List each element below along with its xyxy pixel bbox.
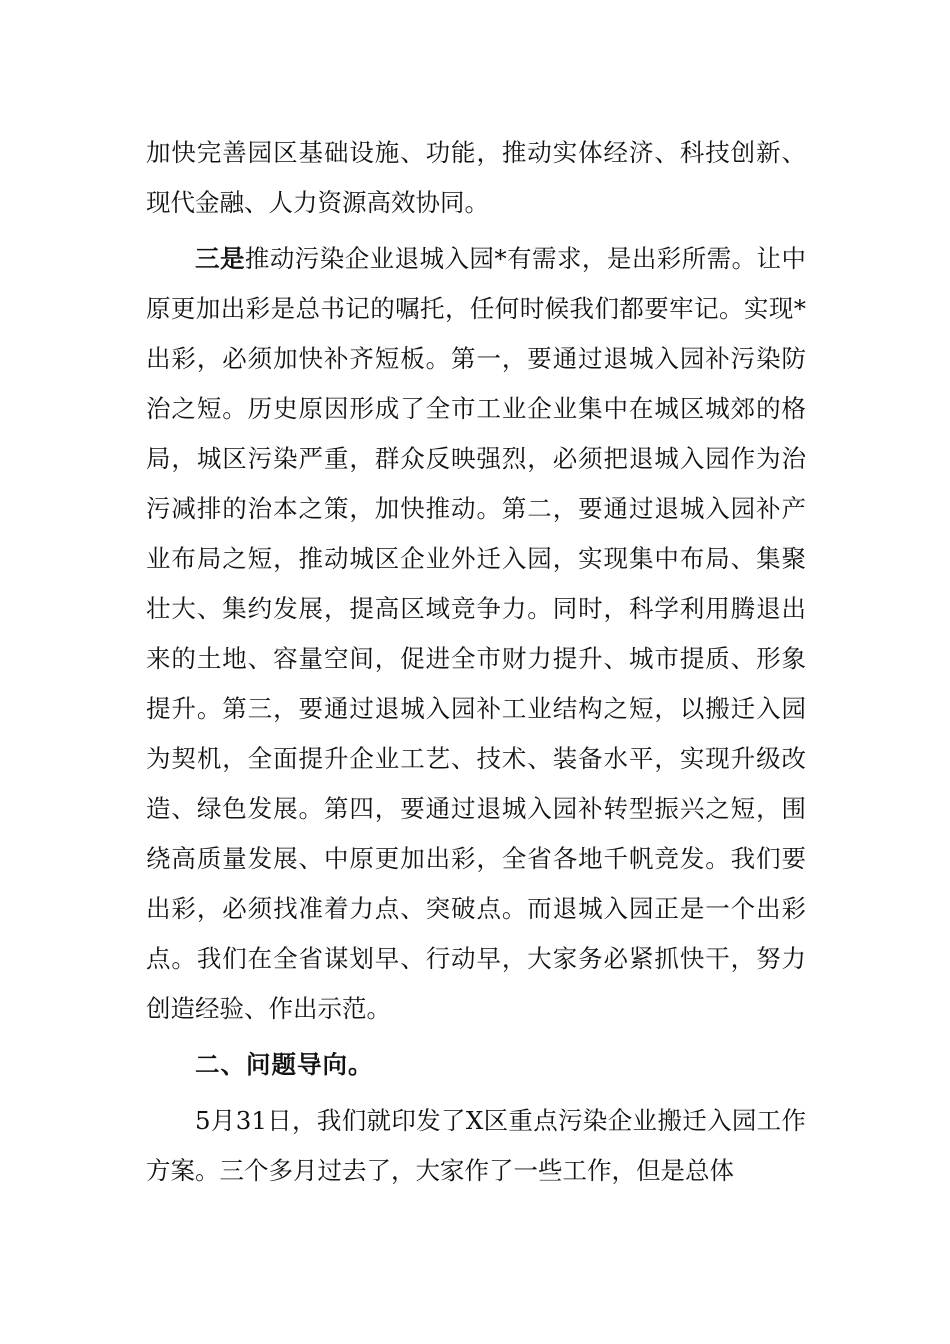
document-body [146, 128, 806, 1196]
paragraph-three-text: 推动污染企业退城入园*有需求，是出彩所需。让中原更加出彩是总书记的嘱托，任何时候我们都要牢记。实现*出彩，必须加快补齐短板。第一，要通过退城入园补污染防治之短。历史原因形成了全市工业企业集中在城区城郊的格局，城区污染严重，群众反映强烈，必须把退城入园作为治污减排的治本之策，加快推动。第二，要通过退城入园补产业布局之短，推动城区企业外迁入园，实现集中布局、集聚壮大、集约发展，提高区域竞争力。同时，科学利用腾退出来的土地、容量空间，促进全市财力提升、城市提质、形象提升。第三，要通过退城入园补工业结构之短，以搬迁入园为契机，全面提升企业工艺、技术、装备水平，实现升级改造、绿色发展。第四，要通过退城入园补转型振兴之短，围绕高质量发展、中原更加出彩，全省各地千帆竞发。我们要出彩，必须找准着力点、突破点。而退城入园正是一个出彩点。我们在全省谋划早、行动早，大家务必紧抓快干，努力创造经验、作出示范。 [146, 244, 807, 1023]
section-heading: 二、问题导向。 [195, 1050, 374, 1079]
paragraph-three [146, 234, 806, 1034]
paragraph-three-lead: 三是 [195, 244, 245, 273]
continuation-paragraph: 加快完善园区基础设施、功能，推动实体经济、科技创新、现代金融、人力资源高效协同。 [146, 138, 806, 217]
problem-paragraph: 5月31日，我们就印发了X区重点污染企业搬迁入园工作方案。三个多月过去了，大家作了一些工作，但是总体 [146, 1106, 806, 1185]
